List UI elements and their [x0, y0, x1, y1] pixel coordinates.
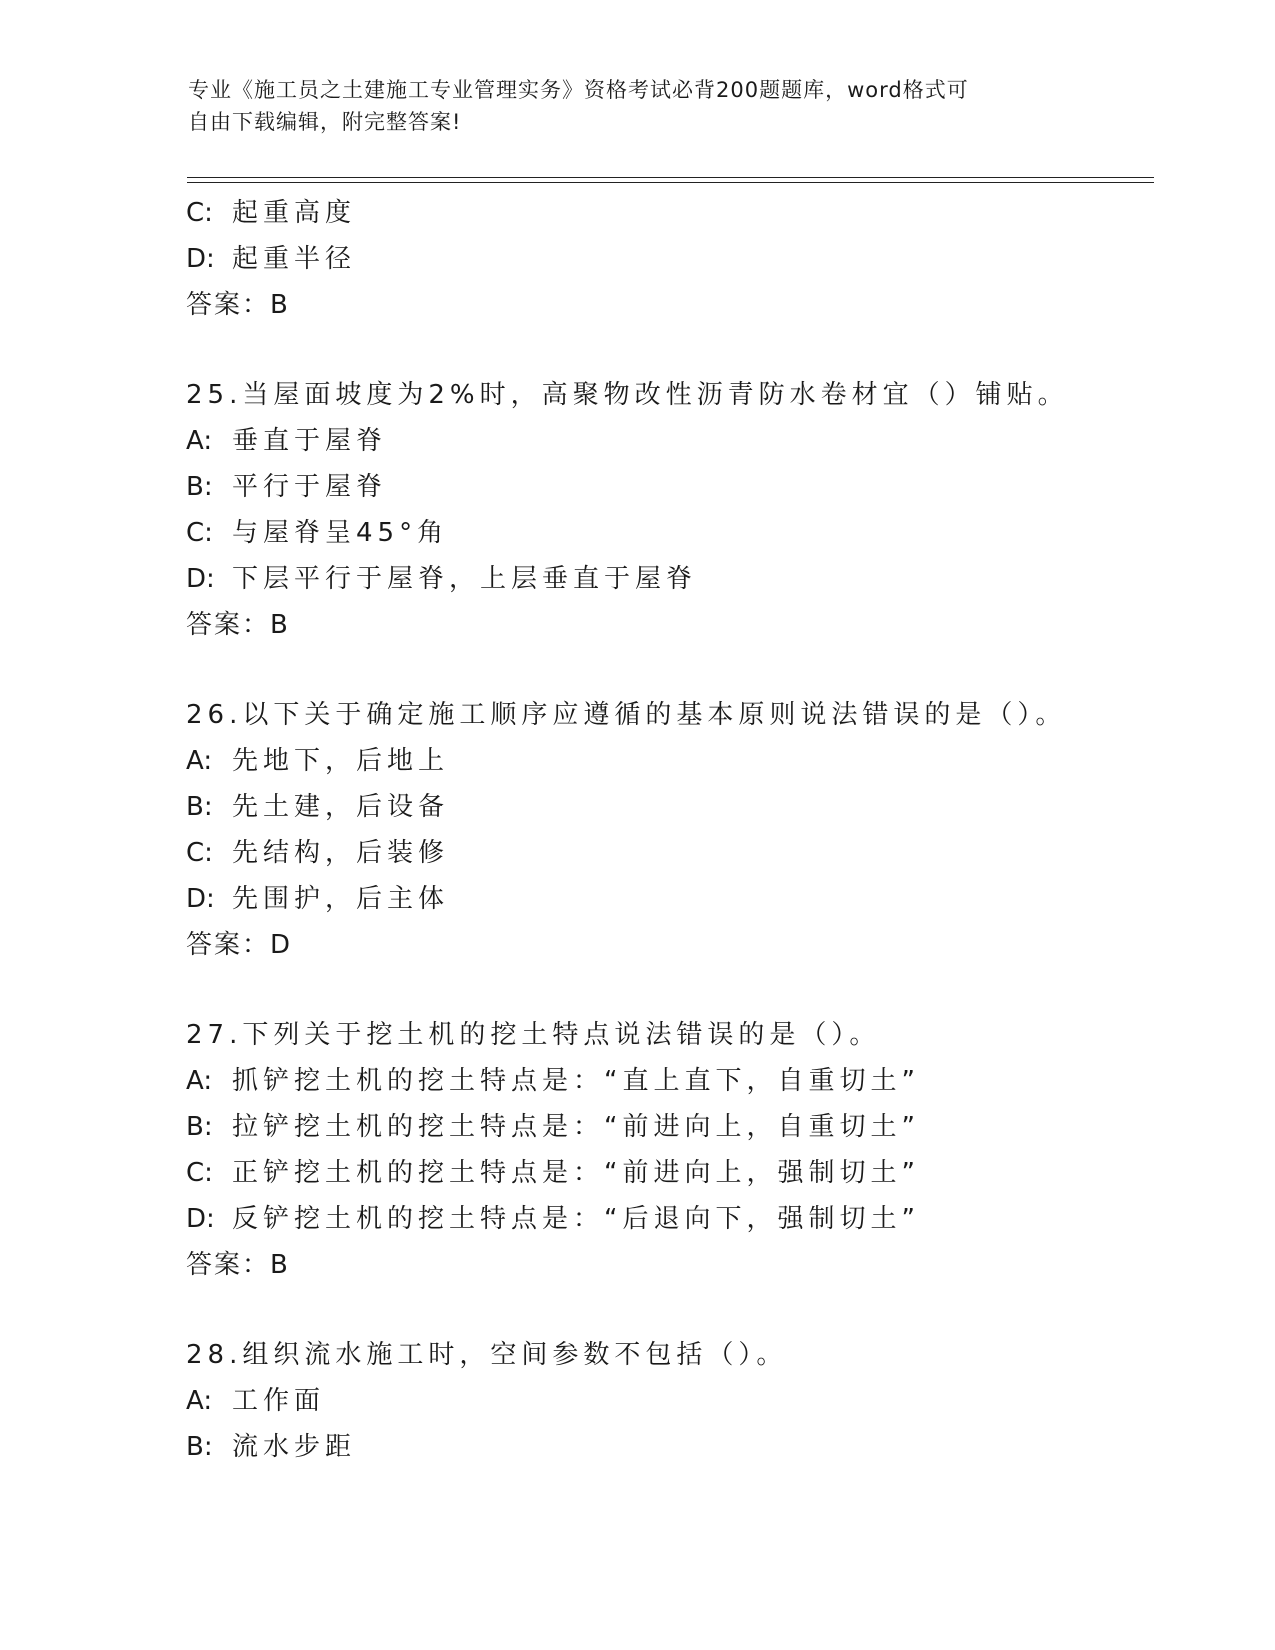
question-stem: 28.组织流水施工时，空间参数不包括（）。	[186, 1340, 788, 1370]
option-text: 起重半径	[232, 244, 357, 274]
option-b	[186, 1104, 1166, 1150]
option-letter: A:	[186, 426, 213, 456]
option-text: 正铲挖土机的挖土特点是：“前进向上，强制切土”	[232, 1158, 920, 1188]
header-rule-bottom	[187, 182, 1154, 183]
option-b	[186, 784, 1166, 830]
option-letter: A:	[186, 746, 213, 776]
header-rule-top	[187, 177, 1154, 178]
question-stem: 26.以下关于确定施工顺序应遵循的基本原则说法错误的是（）。	[186, 700, 1067, 730]
answer-line: 答案：D	[186, 930, 293, 960]
option-text: 抓铲挖土机的挖土特点是：“直上直下，自重切土”	[232, 1066, 920, 1096]
option-d	[186, 876, 1166, 922]
option-b	[186, 464, 1166, 510]
option-a	[186, 1378, 1166, 1424]
option-a	[186, 418, 1166, 464]
option-text: 平行于屋脊	[232, 472, 388, 502]
option-letter: D:	[186, 564, 215, 594]
document-header	[188, 74, 1088, 138]
question-26	[186, 692, 1166, 968]
question-27	[186, 1012, 1166, 1288]
option-a	[186, 738, 1166, 784]
option-c	[186, 510, 1166, 556]
option-c	[186, 1150, 1166, 1196]
option-text: 反铲挖土机的挖土特点是：“后退向下，强制切土”	[232, 1204, 920, 1234]
answer-line: 答案：B	[186, 1250, 290, 1280]
option-letter: C:	[186, 198, 213, 228]
option-letter: D:	[186, 884, 215, 914]
question-stem: 27.下列关于挖土机的挖土特点说法错误的是（）。	[186, 1020, 881, 1050]
option-letter: D:	[186, 244, 215, 274]
option-letter: B:	[186, 472, 213, 502]
prev-question-tail	[186, 190, 1166, 328]
option-c	[186, 830, 1166, 876]
option-d	[186, 1196, 1166, 1242]
option-d	[186, 236, 1166, 282]
header-line-2: 自由下载编辑，附完整答案!	[188, 110, 462, 134]
answer-line: 答案：B	[186, 610, 290, 640]
option-letter: B:	[186, 1432, 213, 1462]
question-25	[186, 372, 1166, 648]
option-letter: D:	[186, 1204, 215, 1234]
option-b	[186, 1424, 1166, 1470]
question-stem: 25.当屋面坡度为2%时，高聚物改性沥青防水卷材宜（）铺贴。	[186, 380, 1069, 410]
option-letter: A:	[186, 1386, 213, 1416]
option-text: 垂直于屋脊	[232, 426, 388, 456]
option-text: 与屋脊呈45°角	[232, 518, 449, 548]
option-text: 下层平行于屋脊，上层垂直于屋脊	[232, 564, 698, 594]
option-text: 工作面	[232, 1386, 326, 1416]
option-text: 拉铲挖土机的挖土特点是：“前进向上，自重切土”	[232, 1112, 920, 1142]
option-text: 流水步距	[232, 1432, 357, 1462]
option-text: 先围护，后主体	[232, 884, 450, 914]
option-text: 先土建，后设备	[232, 792, 450, 822]
header-line-1: 专业《施工员之土建施工专业管理实务》资格考试必背200题题库，word格式可	[188, 78, 969, 102]
option-letter: C:	[186, 1158, 213, 1188]
question-28	[186, 1332, 1166, 1470]
answer-line: 答案：B	[186, 290, 290, 320]
option-letter: B:	[186, 1112, 213, 1142]
option-c	[186, 190, 1166, 236]
option-letter: A:	[186, 1066, 213, 1096]
option-text: 起重高度	[232, 198, 357, 228]
option-text: 先地下，后地上	[232, 746, 450, 776]
question-content	[186, 190, 1166, 1470]
option-letter: B:	[186, 792, 213, 822]
option-a	[186, 1058, 1166, 1104]
option-d	[186, 556, 1166, 602]
option-letter: C:	[186, 838, 213, 868]
option-text: 先结构，后装修	[232, 838, 450, 868]
option-letter: C:	[186, 518, 213, 548]
